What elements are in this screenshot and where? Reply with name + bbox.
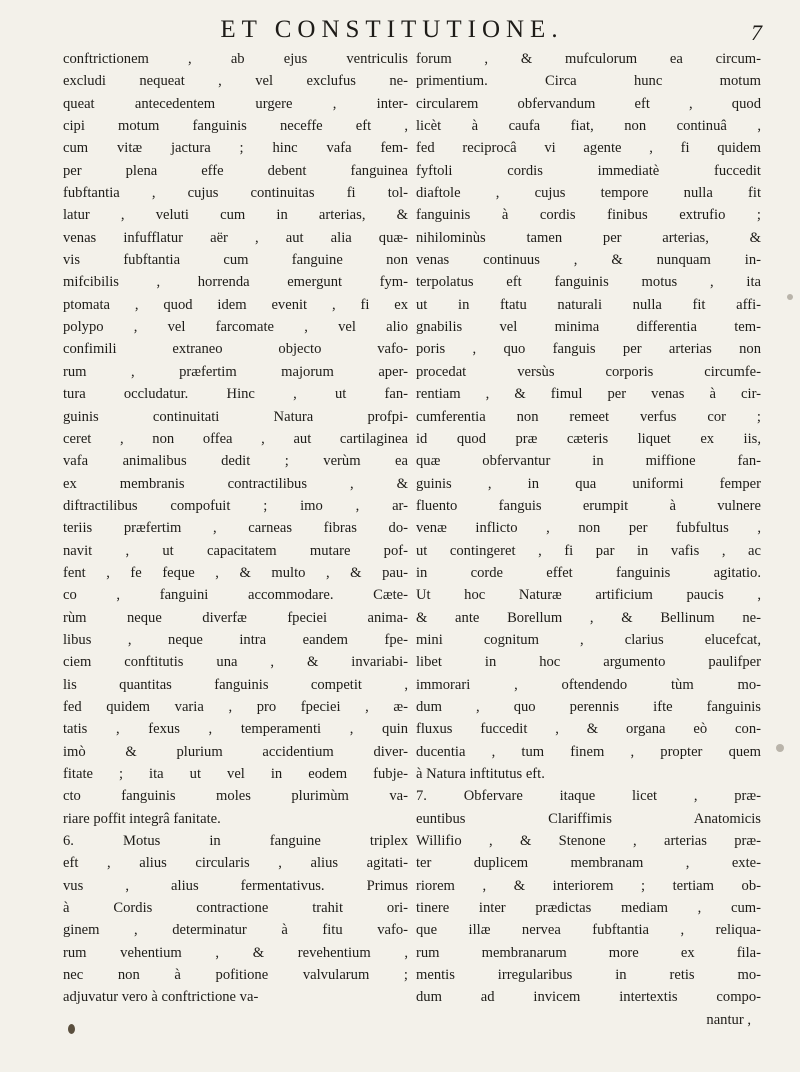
text-line: ceret , non offea , aut cartilaginea: [63, 430, 408, 447]
text-line: euntibus Clariffimis Anatomicis: [416, 810, 761, 827]
text-line: co , fanguini accommodare. Cæte-: [63, 587, 408, 604]
text-line: rum membranarum more ex fila-: [416, 944, 761, 961]
text-line: terpolatus eft fanguinis motus , ita: [416, 274, 761, 291]
text-line: guinis , in qua uniformi femper: [416, 475, 761, 492]
text-line: nantur ,: [706, 1011, 751, 1028]
text-line: ut contingeret , fi par in vafis , ac: [416, 542, 761, 559]
text-line: ex membranis contractilibus , &: [63, 475, 408, 492]
text-line: diftractilibus compofuit ; imo , ar-: [63, 497, 408, 514]
text-line: procedat versùs corporis circumfe-: [416, 363, 761, 380]
text-line: polypo , vel farcomate , vel alio: [63, 319, 408, 336]
text-line: fed reciprocâ vi agente , fi quidem: [416, 140, 761, 157]
running-title: ET CONSTITUTIONE.: [220, 16, 564, 43]
text-line: ciem conftitutis una , & invariabi-: [63, 654, 408, 671]
text-line: vus , alius fermentativus. Primus: [63, 877, 408, 894]
text-line: conftrictionem , ab ejus ventriculis: [63, 51, 408, 67]
text-line: immorari , oftendendo tùm mo-: [416, 676, 761, 693]
text-line: cumferentia non remeet verfus cor ;: [416, 408, 761, 425]
text-line: queat antecedentem urgere , inter-: [63, 95, 408, 112]
text-line: 7. Obfervare itaque licet , præ-: [416, 788, 761, 805]
text-line: mini cognitum , clarius elucefcat,: [416, 631, 761, 648]
left-text-column: [63, 48, 408, 1009]
right-text-column: [416, 48, 761, 1031]
text-line: à Cordis contractione trahit ori-: [63, 900, 408, 917]
text-line: fed quidem varia , pro fpeciei , æ-: [63, 698, 408, 715]
text-line: ter duplicem membranam , exte-: [416, 855, 761, 872]
text-line: ginem , determinatur à fitu vafo-: [63, 922, 408, 939]
text-line: mifcibilis , horrenda emergunt fym-: [63, 274, 408, 291]
text-line: fubftantia , cujus continuitas fi tol-: [63, 185, 408, 202]
text-line: Ut hoc Naturæ artificium paucis ,: [416, 587, 761, 604]
text-line: nihilominùs tamen per arterias, &: [416, 229, 761, 246]
text-line: rum , præfertim majorum aper-: [63, 363, 408, 380]
text-line: riare poffit integrâ fanitate.: [63, 810, 221, 827]
text-line: licèt à caufa fiat, non continuâ ,: [416, 118, 761, 135]
text-line: ut in ftatu naturali nulla fit affi-: [416, 296, 761, 313]
text-line: circularem obfervandum eft , quod: [416, 95, 761, 112]
text-line: ducentia , tum finem , propter quem: [416, 743, 761, 760]
text-line: fanguinis à cordis finibus extrufio ;: [416, 207, 761, 224]
text-line: guinis continuitati Natura profpi-: [63, 408, 408, 425]
text-line: tatis , fexus , temperamenti , quin: [63, 721, 408, 738]
margin-stain: [68, 1024, 75, 1034]
text-line: vafa animalibus dedit ; verùm ea: [63, 453, 408, 470]
text-line: fitate ; ita ut vel in eodem fubje-: [63, 766, 408, 782]
text-line: & ante Borellum , & Bellinum ne-: [416, 609, 761, 626]
text-line: que illæ nervea fubftantia , reliqua-: [416, 922, 761, 939]
text-line: primentium. Circa hunc motum: [416, 73, 761, 90]
text-line: venæ inflicto , non per fubfultus ,: [416, 520, 761, 537]
text-line: imò & plurium accidentium diver-: [63, 743, 408, 760]
text-line: cto fanguinis moles plurimùm va-: [63, 788, 408, 805]
text-line: lis quantitas fanguinis competit ,: [63, 676, 408, 693]
text-line: venas infufflatur aër , aut alia quæ-: [63, 229, 408, 246]
text-line: in corde effet fanguinis agitatio.: [416, 564, 761, 581]
text-line: per plena effe debent fanguinea: [63, 162, 408, 179]
text-line: adjuvatur vero à conftrictione va-: [63, 989, 259, 1006]
text-line: id quod præ cæteris liquet ex iis,: [416, 430, 761, 447]
text-line: Willifio , & Stenone , arterias præ-: [416, 833, 761, 850]
margin-stain: [787, 294, 793, 300]
text-line: excludi nequeat , vel exclufus ne-: [63, 73, 408, 90]
text-line: riorem , & interiorem ; tertiam ob-: [416, 877, 761, 894]
text-line: cipi motum fanguinis neceffe eft ,: [63, 118, 408, 135]
text-line: tinere inter prædictas mediam , cum-: [416, 900, 761, 917]
text-line: venas continuus , & nunquam in-: [416, 252, 761, 269]
text-line: dum , quo perennis ifte fanguinis: [416, 698, 761, 715]
margin-stain: [776, 744, 784, 752]
text-line: poris , quo fanguis per arterias non: [416, 341, 761, 358]
text-line: dum ad invicem intertextis compo-: [416, 989, 761, 1006]
text-line: mentis irregularibus in retis mo-: [416, 967, 761, 984]
text-line: à Natura inftitutus eft.: [416, 766, 545, 782]
text-line: rum vehentium , & revehentium ,: [63, 944, 408, 961]
text-line: navit , ut capacitatem mutare pof-: [63, 542, 408, 559]
text-line: ptomata , quod idem evenit , fi ex: [63, 296, 408, 313]
text-line: confimili extraneo objecto vafo-: [63, 341, 408, 358]
text-line: libet in hoc argumento paulifper: [416, 654, 761, 671]
text-line: fluento fanguis erumpit à vulnere: [416, 497, 761, 514]
text-line: latur , veluti cum in arterias, &: [63, 207, 408, 224]
running-head: [62, 14, 762, 50]
text-line: rentiam , & fimul per venas à cir-: [416, 386, 761, 403]
text-line: forum , & mufculorum ea circum-: [416, 51, 761, 67]
text-line: cum vitæ jactura ; hinc vafa fem-: [63, 140, 408, 157]
page-number: 7: [751, 20, 762, 45]
text-line: gnabilis vel minima differentia tem-: [416, 319, 761, 336]
text-line: tura occludatur. Hinc , ut fan-: [63, 386, 408, 403]
text-line: fyftoli cordis immediatè fuccedit: [416, 162, 761, 179]
text-line: nec non à pofitione valvularum ;: [63, 967, 408, 984]
text-line: vis fubftantia cum fanguine non: [63, 252, 408, 269]
text-line: eft , alius circularis , alius agitati-: [63, 855, 408, 872]
text-line: fluxus fuccedit , & organa eò con-: [416, 721, 761, 738]
text-line: fent , fe feque , & multo , & pau-: [63, 564, 408, 581]
text-line: diaftole , cujus tempore nulla fit: [416, 185, 761, 202]
text-line: 6. Motus in fanguine triplex: [63, 833, 408, 850]
text-line: quæ obfervantur in miffione fan-: [416, 453, 761, 470]
text-line: libus , neque intra eandem fpe-: [63, 631, 408, 648]
text-line: teriis præfertim , carneas fibras do-: [63, 520, 408, 537]
text-line: rùm neque diverfæ fpeciei anima-: [63, 609, 408, 626]
